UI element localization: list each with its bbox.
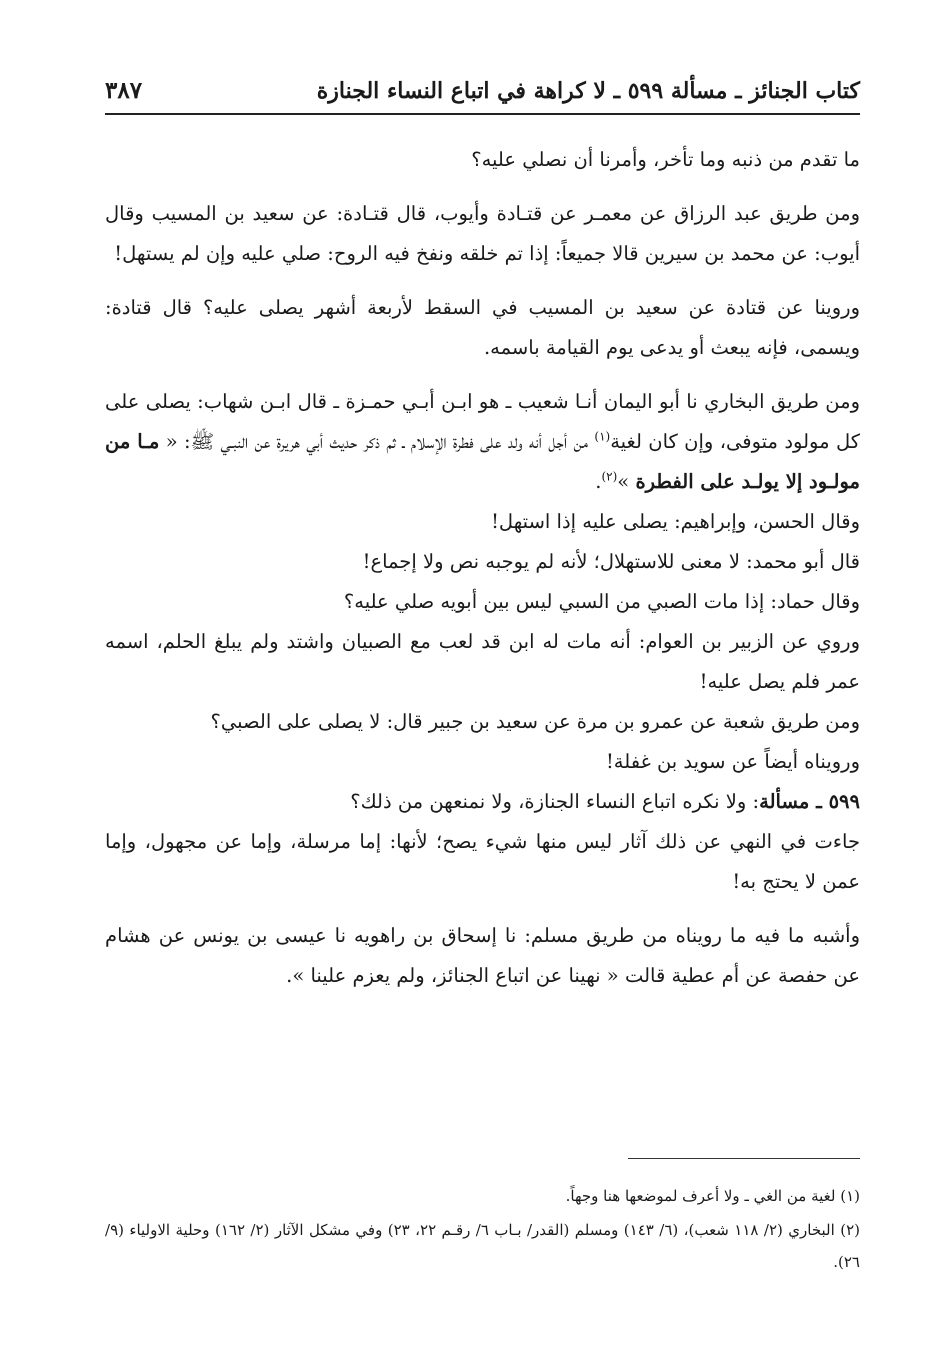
page-number: ٣٨٧ xyxy=(105,77,143,104)
paragraph-text: . xyxy=(595,470,602,493)
footnote-ref[interactable]: (٢) xyxy=(601,469,618,484)
issue-heading xyxy=(105,782,860,822)
paragraph: ما تقدم من ذنبه وما تأخر، وأمرنا أن نصلي عليه؟ xyxy=(471,148,860,171)
running-header xyxy=(105,60,860,104)
main-text xyxy=(105,140,860,1010)
paragraph: قال أبو محمد: لا معنى للاستهلال؛ لأنه لم يوجبه نص ولا إجماع! xyxy=(362,550,860,573)
footnote-divider xyxy=(628,1158,860,1159)
paragraph: وروينا عن قتادة عن سعيد بن المسيب في السقط لأربعة أشهر يصلى عليه؟ قال قتادة: ويسمى، فإنه يبعث أو يدعى يوم القيامة باسمه. xyxy=(105,296,860,359)
paragraph: ورويناه أيضاً عن سويد بن غفلة! xyxy=(605,750,860,773)
issue-text: : ولا نكره اتباع النساء الجنازة، ولا نمنعهن من ذلك؟ xyxy=(350,790,760,813)
footnotes xyxy=(105,1180,860,1280)
header-title: كتاب الجنائز ـ مسألة ٥٩٩ ـ لا كراهة في اتباع النساء الجنازة xyxy=(316,78,860,104)
footnote: (١) لغية من الغي ـ ولا أعرف لموضعها هنا وجهاً. xyxy=(565,1187,860,1205)
paragraph-text: من أجل أنه ولد على فطرة الإسلام ـ ثم ذكر حديث أبي هريرة عن النبـي ﷺ: « xyxy=(159,430,595,453)
paragraph: وقال حماد: إذا مات الصبي من السبي ليس بين أبويه صلي عليه؟ xyxy=(343,590,860,613)
paragraph: وروي عن الزبير بن العوام: أنه مات له ابن قد لعب مع الصبيان واشتد ولم يبلغ الحلم، اسمه عمر فلم يصل عليه! xyxy=(105,630,860,693)
paragraph: ومن طريق عبد الرزاق عن معمـر عن قتـادة وأيوب، قال قتـادة: عن سعيد بن المسيب وقال أيوب: عن محمد بن سيرين قالا جميعاً: إذا تم خلقه ونفخ فيه الروح: صلي عليه وإن لم يستهل! xyxy=(105,202,860,265)
issue-number: ٥٩٩ ـ مسألة xyxy=(759,790,860,813)
paragraph: جاءت في النهي عن ذلك آثار ليس منها شيء يصح؛ لأنها: إما مرسلة، وإما عن مجهول، وإما عمن لا يحتج به! xyxy=(105,830,860,893)
hadith-quote: مـا من مولـود إلا يولـد على الفطرة xyxy=(105,430,860,493)
paragraph: ومن طريق شعبة عن عمرو بن مرة عن سعيد بن جبير قال: لا يصلى على الصبي؟ xyxy=(210,710,860,733)
footnote: (٢) البخاري (٢/ ١١٨ شعب)، (٦/ ١٤٣) ومسلم (القدر/ بـاب ٦/ رقـم ٢٢، ٢٣) وفي مشكل الآثار (٢/ ١٦٢) وحلية الاولياء (٩/ ٢٦). xyxy=(105,1221,860,1271)
paragraph: وقال الحسن، وإبراهيم: يصلى عليه إذا استهل! xyxy=(491,510,860,533)
header-divider xyxy=(105,113,860,115)
paragraph-text: » xyxy=(617,470,636,493)
footnote-ref[interactable]: (١) xyxy=(594,429,611,444)
paragraph-text: ومن طريق البخاري نا أبو اليمان أنـا شعيب ـ هو ابـن أبـي حمـزة ـ قال ابـن شهاب: يصلى على كل مولود متوفى، وإن كان لغية xyxy=(105,390,861,453)
paragraph-hadith xyxy=(105,382,860,502)
paragraph: وأشبه ما فيه ما رويناه من طريق مسلم: نا إسحاق بن راهويه نا عيسى بن يونس عن هشام عن حفصة عن أم عطية قالت « نهينا عن اتباع الجنائز، ولم يعزم علينا ». xyxy=(105,924,860,987)
